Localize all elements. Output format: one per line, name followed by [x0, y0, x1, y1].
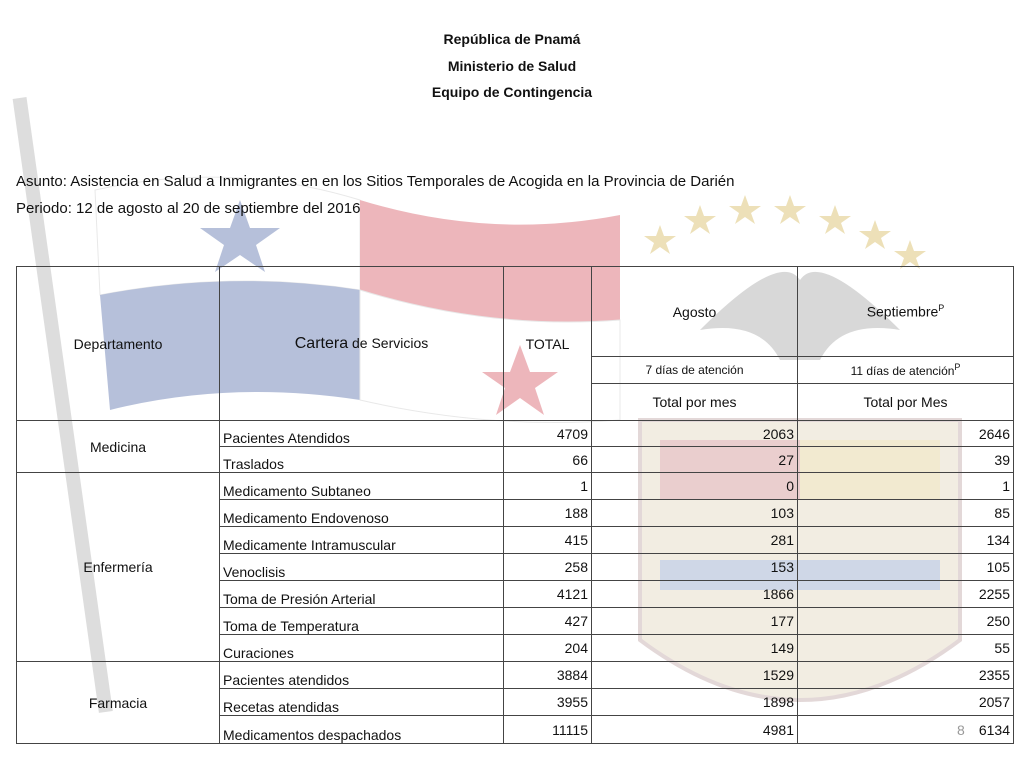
septiembre-cell: 2057: [798, 689, 1014, 716]
total-cell: 66: [504, 447, 592, 473]
total-cell: 4121: [504, 581, 592, 608]
agosto-cell: 149: [592, 635, 798, 662]
service-cell: Toma de Presión Arterial: [220, 581, 504, 608]
header-de-servicios: de Servicios: [348, 334, 429, 351]
service-cell: Medicamente Intramuscular: [220, 527, 504, 554]
service-cell: Traslados: [220, 447, 504, 473]
septiembre-cell: 39: [798, 447, 1014, 473]
septiembre-cell: 1: [798, 473, 1014, 500]
service-cell: Medicamentos despachados: [220, 716, 504, 744]
septiembre-value: 6134: [978, 721, 1010, 738]
header-septiembre-sup: P: [938, 303, 945, 314]
service-cell: Venoclisis: [220, 554, 504, 581]
period-line: Periodo: 12 de agosto al 20 de septiembre del 2016: [16, 200, 361, 217]
page-number: 8: [957, 721, 965, 738]
agosto-cell: 1866: [592, 581, 798, 608]
total-cell: 415: [504, 527, 592, 554]
subject-line: Asunto: Asistencia en Salud a Inmigrantes en en los Sitios Temporales de Acogida en la Provincia de Darién: [16, 173, 735, 190]
header-ministry: Ministerio de Salud: [447, 58, 577, 74]
service-cell: Medicamento Endovenoso: [220, 500, 504, 527]
table-row: [17, 421, 1014, 447]
total-cell: 204: [504, 635, 592, 662]
agosto-total-por-mes: Total por mes: [592, 384, 798, 421]
header-departamento: Departamento: [17, 267, 220, 421]
septiembre-cell: 2646: [798, 421, 1014, 447]
septiembre-cell-with-page-number: [798, 716, 1014, 744]
header-team: Equipo de Contingencia: [431, 84, 593, 100]
septiembre-cell: 2355: [798, 662, 1014, 689]
septiembre-cell: 250: [798, 608, 1014, 635]
septiembre-dias: [798, 357, 1014, 384]
agosto-cell: 4981: [592, 716, 798, 744]
header-septiembre-label: Septiembre: [866, 303, 939, 320]
septiembre-cell: 134: [798, 527, 1014, 554]
septiembre-total-por-mes: Total por Mes: [798, 384, 1014, 421]
service-cell: Recetas atendidas: [220, 689, 504, 716]
agosto-cell: 177: [592, 608, 798, 635]
table-row: [17, 473, 1014, 500]
total-cell: 427: [504, 608, 592, 635]
service-cell: Medicamento Subtaneo: [220, 473, 504, 500]
agosto-cell: 1529: [592, 662, 798, 689]
total-cell: 4709: [504, 421, 592, 447]
agosto-cell: 27: [592, 447, 798, 473]
agosto-cell: 0: [592, 473, 798, 500]
agosto-cell: 103: [592, 500, 798, 527]
service-cell: Pacientes Atendidos: [220, 421, 504, 447]
agosto-cell: 281: [592, 527, 798, 554]
total-cell: 1: [504, 473, 592, 500]
table-row: [17, 662, 1014, 689]
health-assistance-table: [16, 266, 1014, 744]
septiembre-dias-sup: P: [954, 362, 961, 372]
total-cell: 3955: [504, 689, 592, 716]
total-cell: 188: [504, 500, 592, 527]
department-cell: Medicina: [17, 421, 220, 473]
septiembre-cell: 2255: [798, 581, 1014, 608]
header-cartera-word: Cartera: [294, 334, 349, 352]
service-cell: Toma de Temperatura: [220, 608, 504, 635]
agosto-cell: 1898: [592, 689, 798, 716]
department-cell: Enfermería: [17, 473, 220, 662]
stars-arc: [644, 195, 926, 269]
agosto-cell: 153: [592, 554, 798, 581]
header-country: República de Pnamá: [443, 31, 581, 47]
total-cell: 11115: [504, 716, 592, 744]
header-cartera-servicios: [220, 267, 504, 421]
septiembre-cell: 55: [798, 635, 1014, 662]
header-septiembre: [798, 267, 1014, 357]
agosto-cell: 2063: [592, 421, 798, 447]
total-cell: 258: [504, 554, 592, 581]
service-cell: Curaciones: [220, 635, 504, 662]
septiembre-cell: 105: [798, 554, 1014, 581]
service-cell: Pacientes atendidos: [220, 662, 504, 689]
agosto-dias: 7 días de atención: [592, 357, 798, 384]
septiembre-dias-label: 11 días de atención: [850, 364, 955, 378]
total-cell: 3884: [504, 662, 592, 689]
header-total: TOTAL: [504, 267, 592, 421]
header-agosto: Agosto: [592, 267, 798, 357]
department-cell: Farmacia: [17, 662, 220, 744]
septiembre-cell: 85: [798, 500, 1014, 527]
